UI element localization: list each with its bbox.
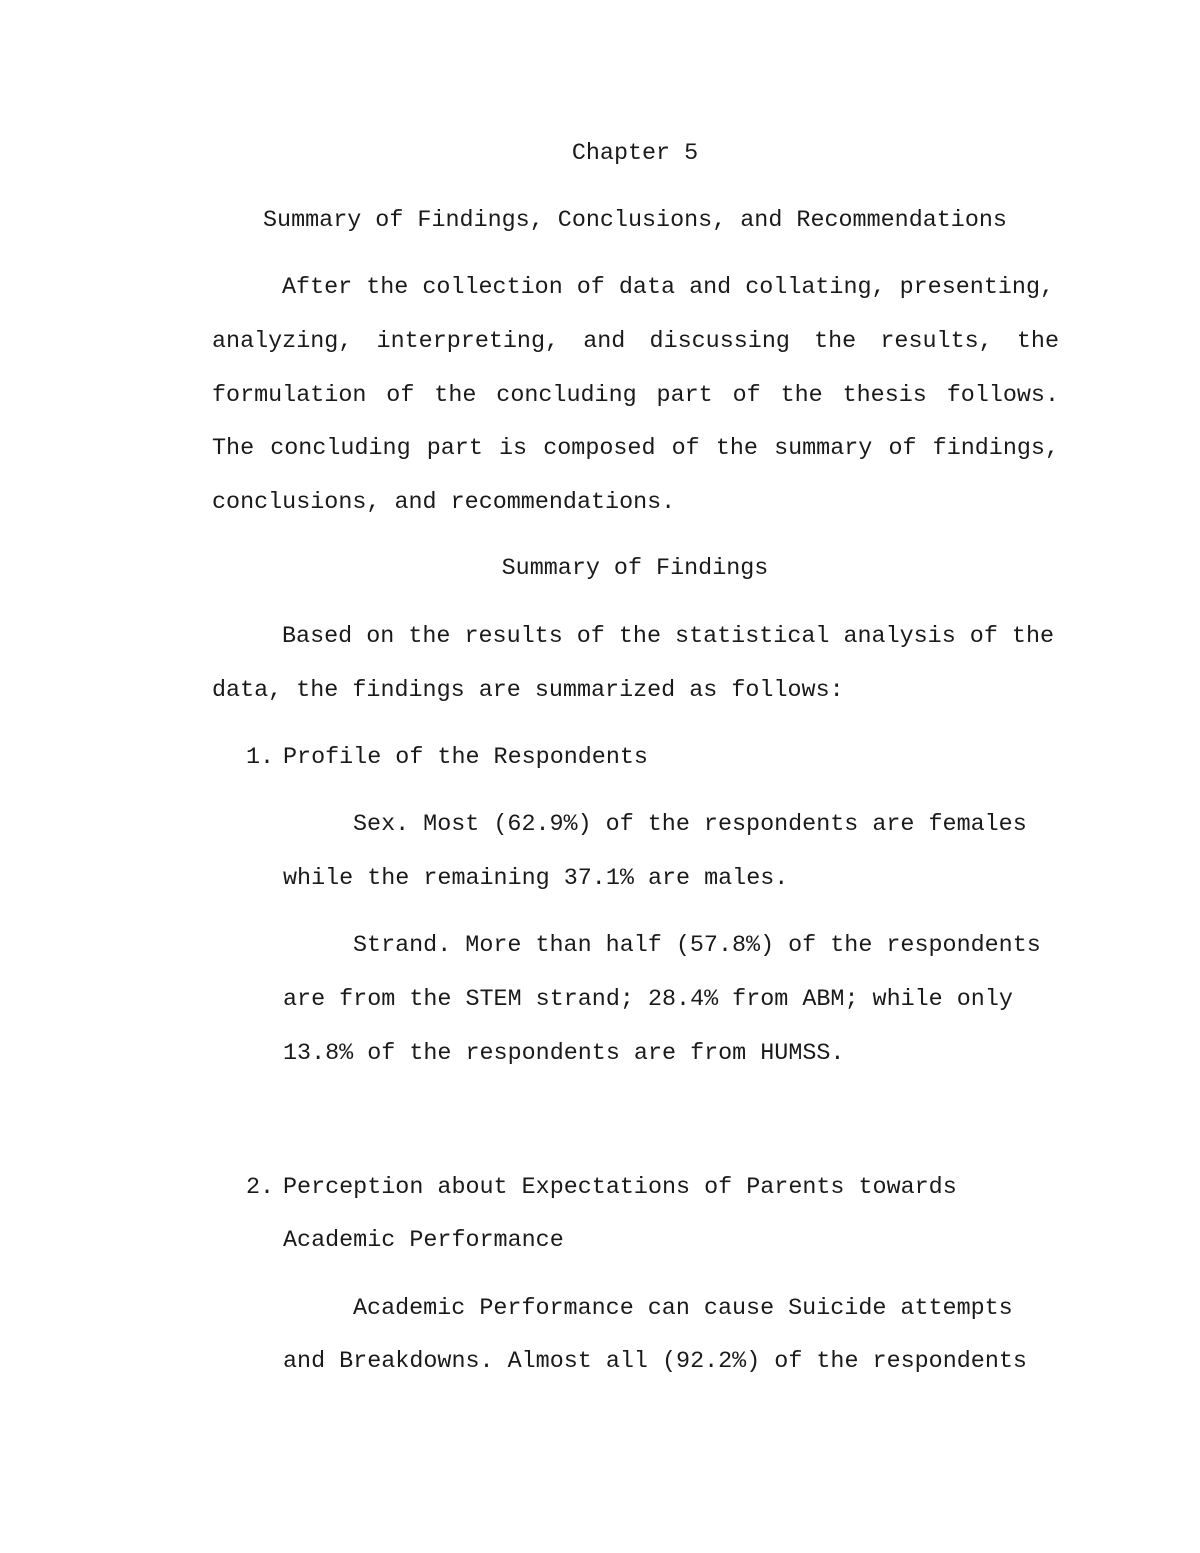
intro-line-4: The concluding part is composed of the summary of findings, [212, 436, 1059, 462]
intro-line-2: analyzing, interpreting, and discussing the results, the [212, 329, 1059, 355]
intro-line-1: After the collection of data and collating, presenting, [282, 275, 1055, 301]
item-number: 2. [246, 1175, 275, 1201]
section-heading: Summary of Findings [501, 556, 769, 582]
item-title: Academic Performance [283, 1228, 564, 1254]
item-title: Profile of the Respondents [283, 745, 648, 771]
item-paragraph-line: Academic Performance can cause Suicide attempts [353, 1296, 1013, 1322]
section-intro-line-1: Based on the results of the statistical analysis of the [282, 624, 1055, 650]
item-paragraph-line: and Breakdowns. Almost all (92.2%) of the respondents [283, 1349, 1027, 1375]
item-paragraph-line: are from the STEM strand; 28.4% from ABM; while only [283, 987, 1013, 1013]
item-paragraph-line: while the remaining 37.1% are males. [283, 866, 789, 892]
section-intro-line-2: data, the findings are summarized as follows: [212, 678, 844, 704]
item-paragraph-line: Sex. Most (62.9%) of the respondents are females [353, 812, 1027, 838]
intro-line-5: conclusions, and recommendations. [212, 490, 676, 516]
item-paragraph-line: Strand. More than half (57.8%) of the respondents [353, 933, 1041, 959]
chapter-heading: Chapter 5 [571, 141, 699, 167]
item-paragraph-line: 13.8% of the respondents are from HUMSS. [283, 1041, 845, 1067]
item-title: Perception about Expectations of Parents towards [283, 1175, 957, 1201]
chapter-title: Summary of Findings, Conclusions, and Recommendations [263, 208, 1007, 234]
item-number: 1. [246, 745, 275, 771]
intro-line-3: formulation of the concluding part of the thesis follows. [212, 383, 1059, 409]
